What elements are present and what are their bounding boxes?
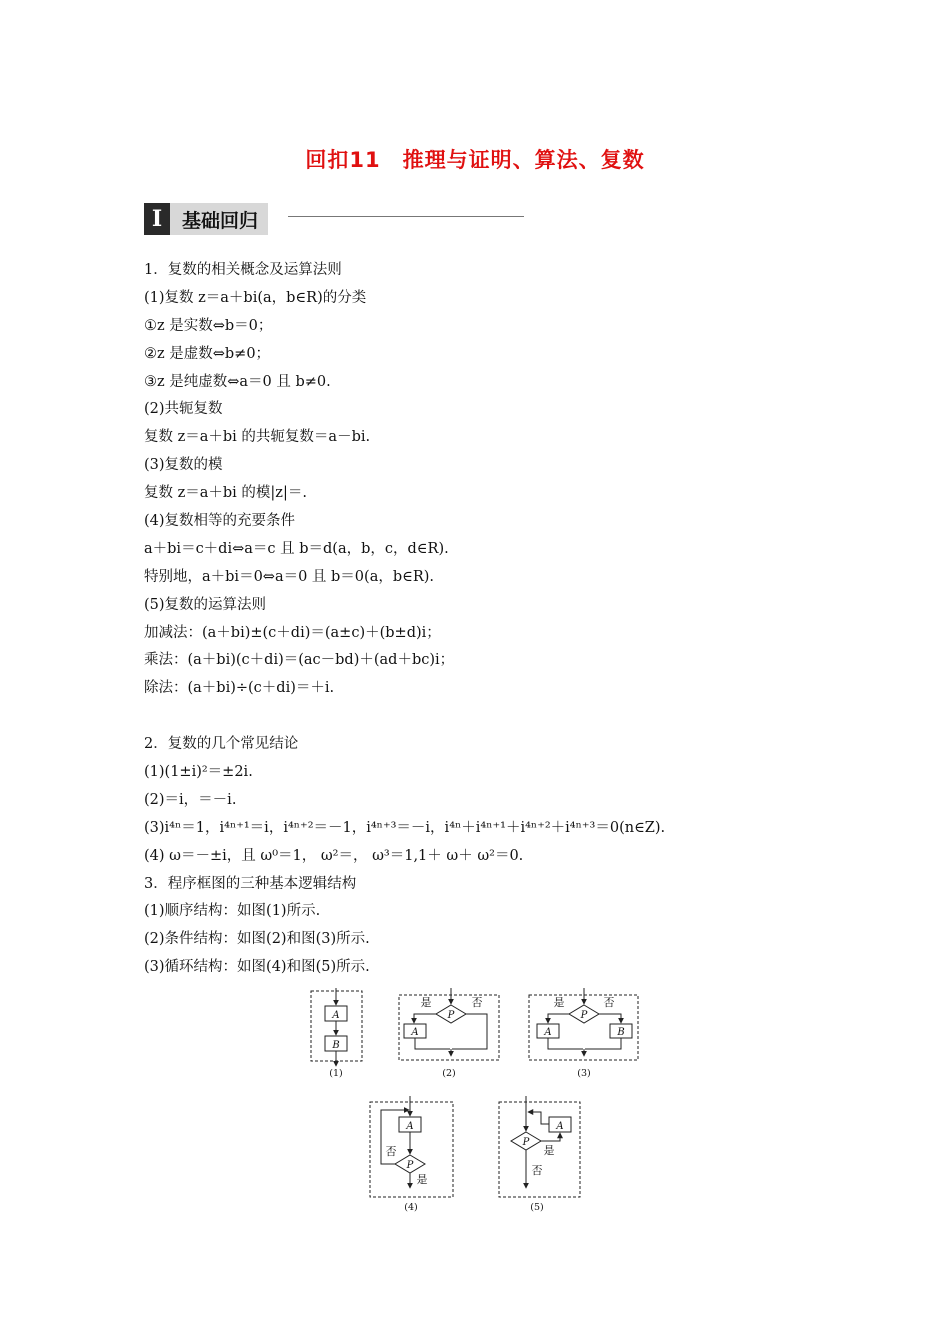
text-line: ①z 是实数⇔b＝0；	[144, 317, 273, 334]
figure-caption: (1)	[329, 1068, 343, 1079]
text-line: ③z 是纯虚数⇔a＝0 且 b≠0.	[144, 373, 331, 390]
box-label: A	[411, 1027, 419, 1038]
dashed-frame	[370, 1102, 453, 1197]
box-label: A	[556, 1121, 564, 1132]
figure-caption: (4)	[404, 1202, 418, 1213]
box-label: B	[332, 1040, 340, 1051]
box-label: A	[406, 1121, 414, 1132]
text-line: ②z 是虚数⇔b≠0；	[144, 345, 271, 362]
dashed-frame	[499, 1102, 580, 1197]
no-label: 否	[471, 996, 483, 1009]
box-label: A	[544, 1027, 552, 1038]
no-label: 否	[531, 1164, 543, 1177]
text-line: a＋bi＝c＋di⇔a＝c 且 b＝d(a，b，c，d∈R).	[144, 540, 449, 557]
flowchart-sequence	[311, 988, 362, 1066]
text-line: 复数 z＝a＋bi 的共轭复数＝a－bi.	[144, 429, 371, 446]
text-line: (1)顺序结构：如图(1)所示.	[144, 903, 321, 920]
decision-label: P	[406, 1160, 414, 1171]
box-label: B	[617, 1027, 625, 1038]
yes-label: 是	[543, 1144, 555, 1157]
flowchart-condition-double	[529, 988, 638, 1060]
section-label: 基础回归	[170, 203, 268, 235]
flowchart-condition-single	[399, 988, 499, 1060]
text-line: 加减法：(a＋bi)±(c＋di)＝(a±c)＋(b±d)i；	[144, 624, 441, 641]
text-line: 乘法：(a＋bi)(c＋di)＝(ac－bd)＋(ad＋bc)i；	[144, 652, 455, 669]
yes-label: 是	[553, 996, 565, 1009]
text-line: (3)复数的模	[144, 457, 223, 474]
text-line: (3)循环结构：如图(4)和图(5)所示.	[144, 959, 370, 976]
text-line: (5)复数的运算法则	[144, 596, 267, 613]
text-line: (2)＝i，＝－i.	[144, 791, 237, 808]
text-line: (4) ω＝－±i，且 ω⁰＝1， ω²＝， ω³＝1,1＋ ω＋ ω²＝0.	[144, 847, 524, 864]
text-line: (4)复数相等的充要条件	[144, 513, 296, 530]
no-label: 否	[385, 1145, 397, 1158]
text-line: (2)条件结构：如图(2)和图(3)所示.	[144, 931, 370, 948]
text-line: (3)i⁴ⁿ＝1，i⁴ⁿ⁺¹＝i，i⁴ⁿ⁺²＝－1，i⁴ⁿ⁺³＝－i，i⁴ⁿ＋i⁴ⁿ⁺¹＋i⁴ⁿ⁺²＋i⁴ⁿ⁺³＝0(n∈Z).	[144, 819, 666, 836]
figure-caption: (5)	[530, 1202, 544, 1213]
box-label: A	[332, 1010, 340, 1021]
yes-label: 是	[420, 996, 432, 1009]
decision-label: P	[447, 1010, 455, 1021]
decision-label: P	[580, 1010, 588, 1021]
flowchart-loop-until	[370, 1096, 453, 1197]
text-line: (1)(1±i)²＝±2i.	[144, 764, 253, 781]
figure-caption: (2)	[442, 1068, 456, 1079]
figure-caption: (3)	[577, 1068, 591, 1079]
text-line: 1．复数的相关概念及运算法则	[144, 262, 342, 278]
yes-label: 是	[416, 1173, 428, 1186]
text-line: 特别地，a＋bi＝0⇔a＝0 且 b＝0(a，b∈R).	[144, 568, 435, 585]
section-number: I	[144, 203, 170, 235]
decision-label: P	[522, 1137, 530, 1148]
flowchart-loop-while	[499, 1096, 580, 1197]
text-line: 2．复数的几个常见结论	[144, 736, 299, 753]
page-title: 回扣11 推理与证明、算法、复数	[305, 148, 645, 172]
text-line: 除法：(a＋bi)÷(c＋di)＝＋i.	[144, 680, 335, 697]
text-line: (2)共轭复数	[144, 401, 223, 418]
text-line: (1)复数 z＝a＋bi(a，b∈R)的分类	[144, 289, 367, 306]
text-line: 3．程序框图的三种基本逻辑结构	[144, 875, 357, 892]
no-label: 否	[603, 996, 615, 1009]
text-line: 复数 z＝a＋bi 的模|z|＝.	[144, 485, 307, 502]
